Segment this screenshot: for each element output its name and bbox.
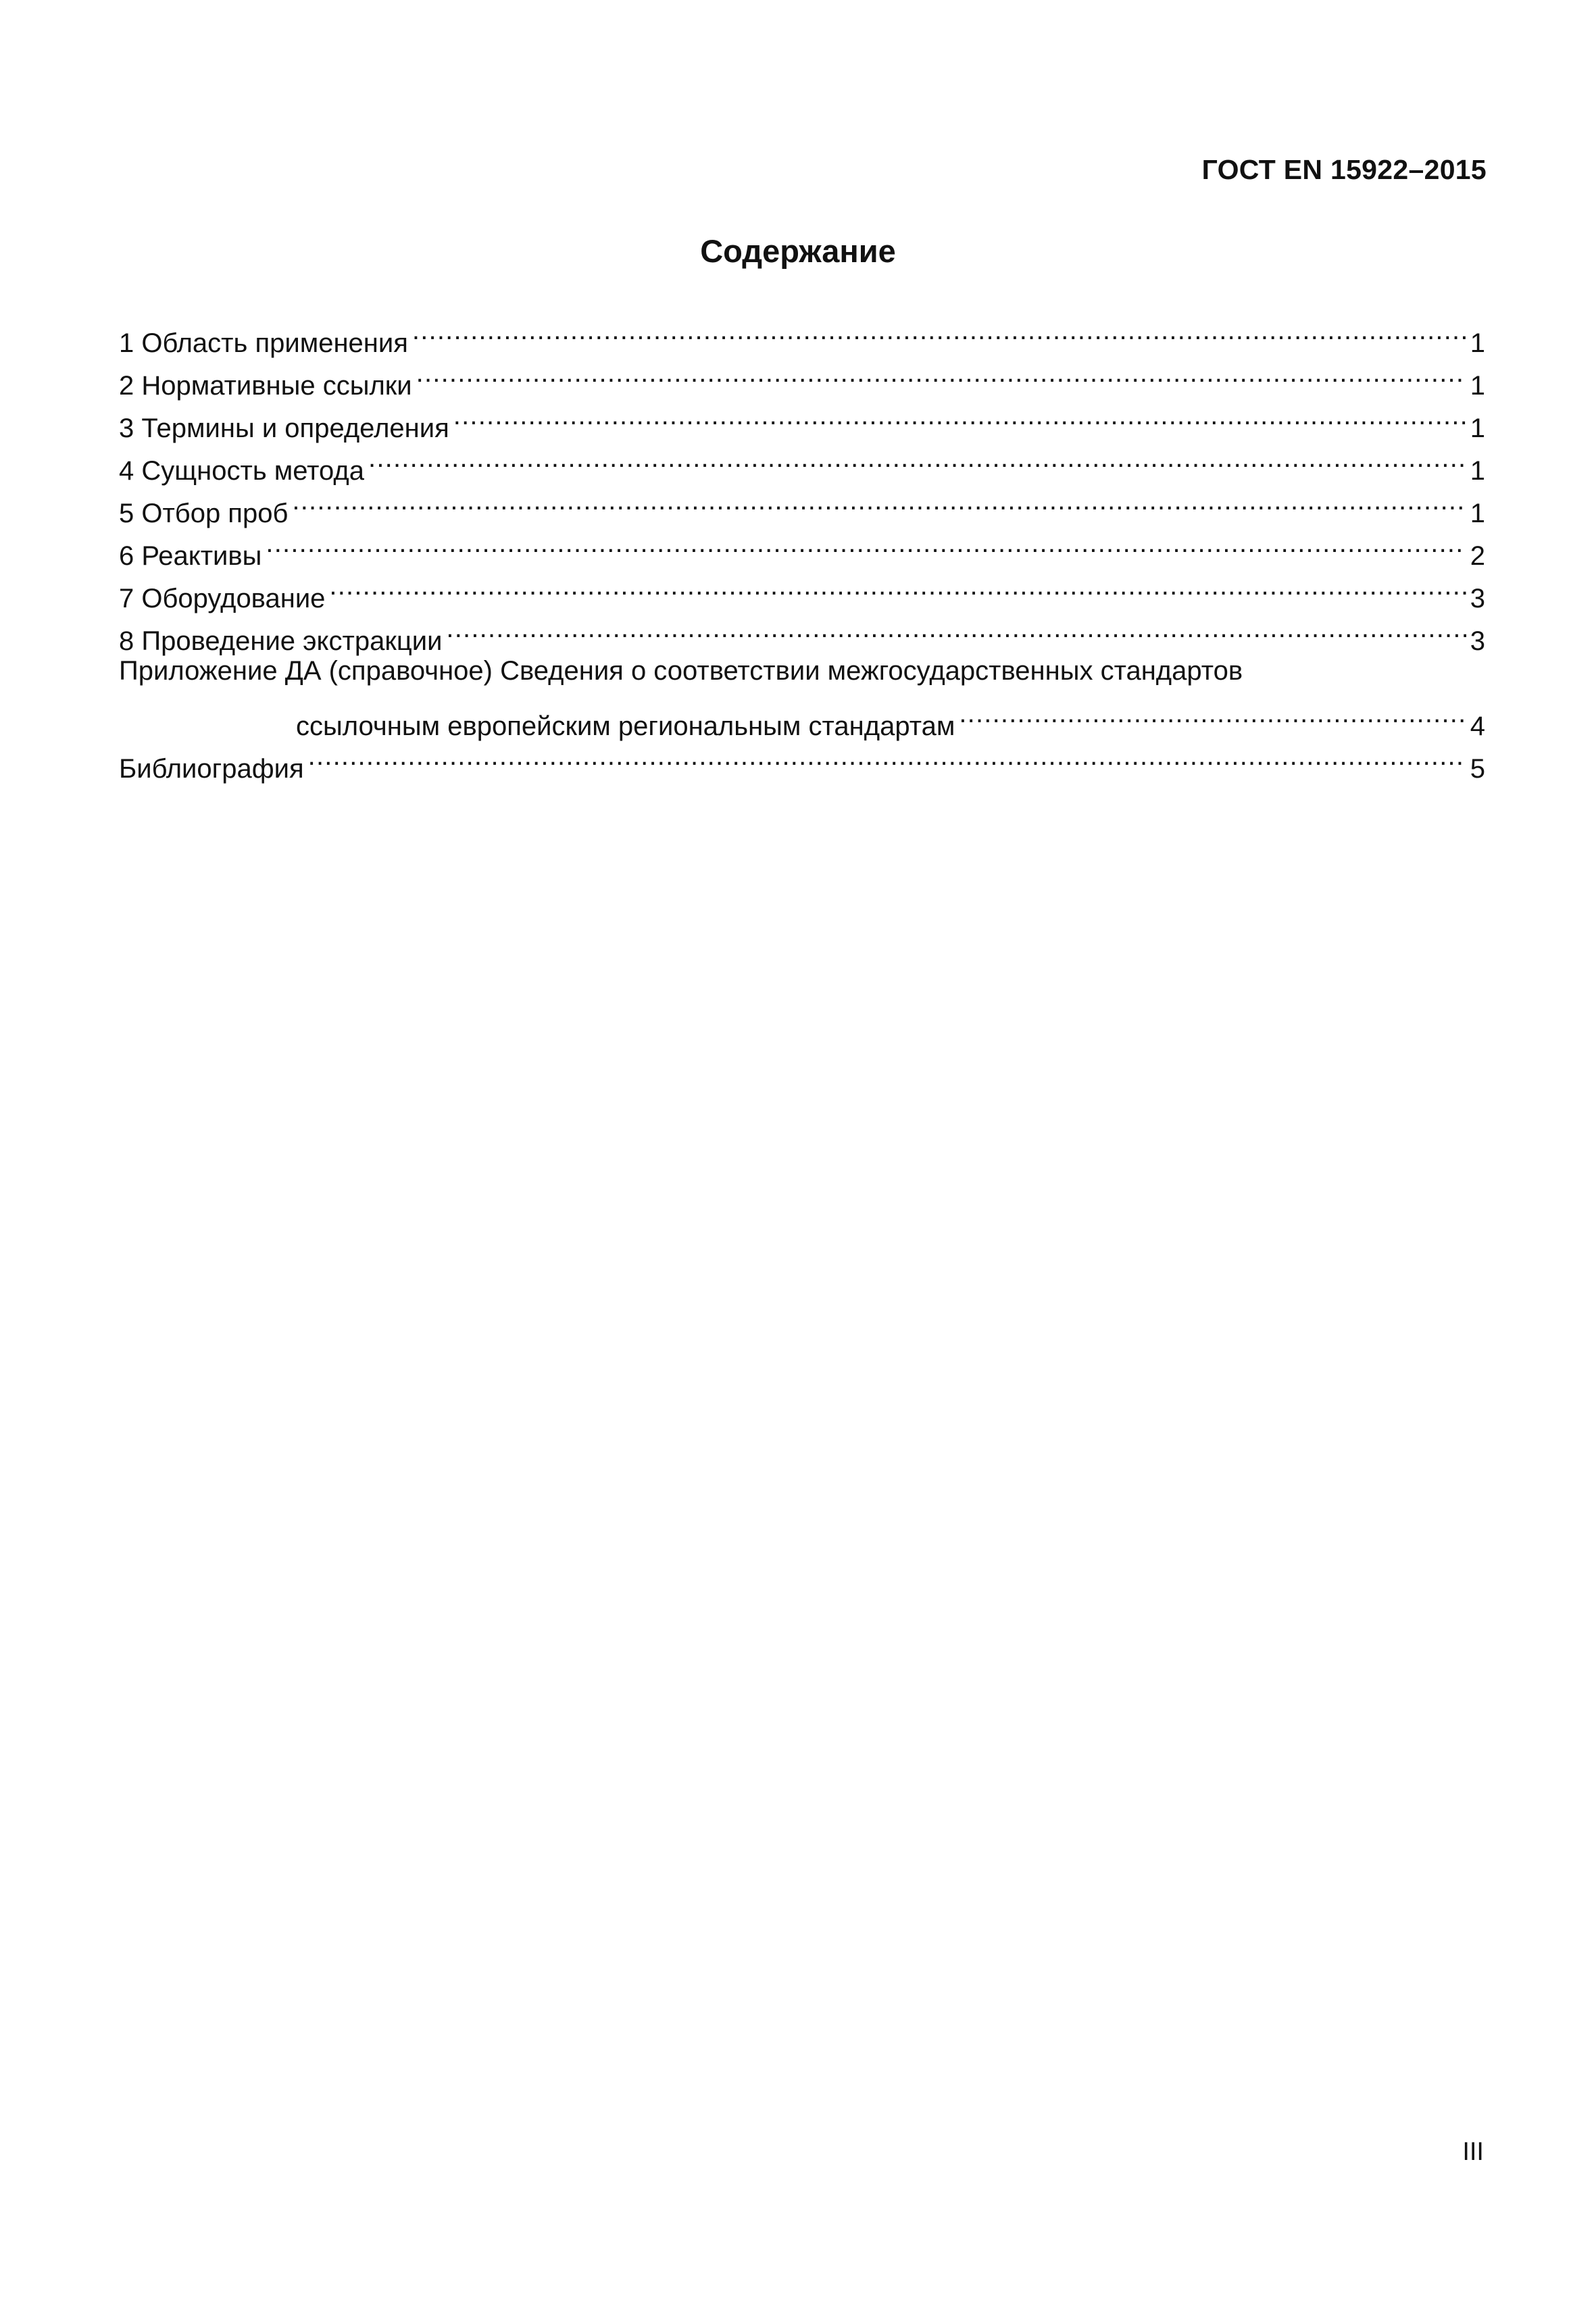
- page-number: III: [1462, 2138, 1484, 2166]
- toc-title: Содержание: [700, 233, 896, 269]
- toc-entry-page: 3: [1470, 626, 1485, 656]
- toc-entry[interactable]: [119, 395, 1485, 443]
- toc-entry-annex[interactable]: [119, 650, 1485, 693]
- toc-entry-page: 1: [1470, 413, 1485, 443]
- toc-entry[interactable]: [119, 352, 1485, 401]
- toc-entry-label: 6 Реактивы: [119, 541, 262, 571]
- toc-entry-label: 5 Отбор проб: [119, 499, 289, 528]
- toc-entry-label: 2 Нормативные ссылки: [119, 371, 412, 401]
- toc-entry-label: 7 Оборудование: [119, 584, 326, 613]
- toc-entry[interactable]: [119, 607, 1485, 656]
- toc-leader-dots: [412, 309, 1466, 352]
- toc-entry[interactable]: [119, 480, 1485, 528]
- toc-entry-page: 1: [1470, 328, 1485, 358]
- toc-entry[interactable]: [119, 565, 1485, 613]
- toc-entry-page: 3: [1470, 584, 1485, 613]
- toc-entry-page: 1: [1470, 371, 1485, 401]
- toc-entry-page: 4: [1470, 711, 1485, 741]
- toc-leader-dots: [453, 395, 1466, 437]
- table-of-contents: [119, 309, 1485, 784]
- toc-entry[interactable]: [119, 309, 1485, 358]
- toc-leader-dots: [308, 735, 1466, 778]
- toc-entry-label: 8 Проведение экстракции: [119, 626, 443, 656]
- toc-leader-dots: [329, 565, 1466, 607]
- toc-entry[interactable]: [119, 437, 1485, 486]
- toc-entry-label-continuation: ссылочным европейским региональным стандартам: [296, 711, 955, 741]
- toc-leader-dots: [446, 607, 1466, 650]
- toc-entry-label: 4 Сущность метода: [119, 456, 365, 486]
- toc-leader-dots: [266, 522, 1466, 565]
- toc-leader-dots: [416, 352, 1466, 395]
- toc-entry-label: 3 Термины и определения: [119, 413, 449, 443]
- toc-entry-label: 1 Область применения: [119, 328, 408, 358]
- toc-entry-page: 2: [1470, 541, 1485, 571]
- toc-entry-annex-continuation[interactable]: [119, 693, 1485, 741]
- toc-entry-page: 5: [1470, 754, 1485, 784]
- toc-entry-label: Библиография: [119, 754, 304, 784]
- toc-entry-page: 1: [1470, 499, 1485, 528]
- toc-leader-dots: [292, 480, 1466, 522]
- toc-entry[interactable]: [119, 522, 1485, 571]
- toc-leader-dots: [368, 437, 1466, 480]
- document-code: ГОСТ EN 15922–2015: [1201, 154, 1487, 185]
- toc-entry-page: 1: [1470, 456, 1485, 486]
- toc-entry[interactable]: [119, 735, 1485, 784]
- toc-entry-label: Приложение ДА (справочное) Сведения о соответствии межгосударственных стандартов: [119, 656, 1243, 686]
- toc-leader-dots: [959, 693, 1466, 735]
